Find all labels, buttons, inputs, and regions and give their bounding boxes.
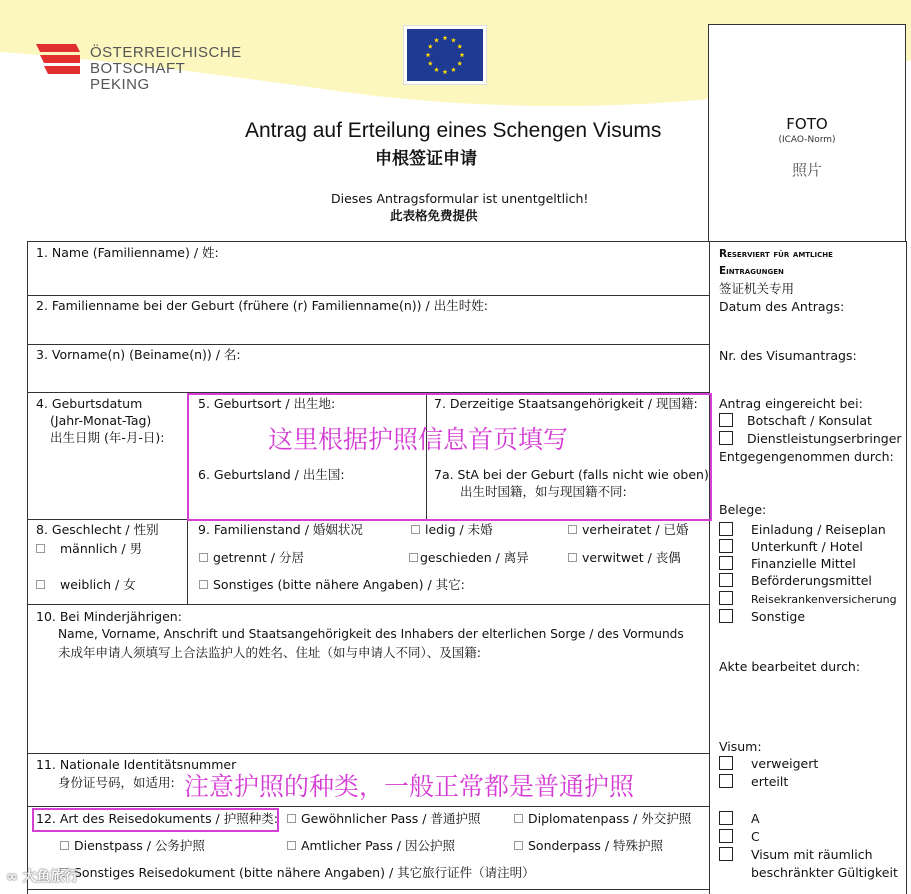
field-9-verheiratet[interactable]: [568, 522, 689, 537]
watermark: [6, 866, 79, 886]
checkbox-male[interactable]: [36, 544, 45, 553]
field-8-label: 8. Geschlecht / 性别: [36, 522, 159, 537]
sidebar-title-l1: Reserviert für amtliche: [719, 248, 833, 260]
watermark-text: 大鱼旅行: [22, 869, 79, 885]
field-3-label: 3. Vorname(n) (Beiname(n)) / 名:: [36, 347, 241, 362]
row-sep-1: [27, 295, 709, 296]
checkbox-botschaft[interactable]: [719, 413, 733, 427]
checkbox-dienstleistung[interactable]: [719, 431, 733, 445]
belege-item-1[interactable]: [719, 539, 863, 554]
sidebar-c[interactable]: [719, 829, 760, 844]
belege-item-4[interactable]: [719, 591, 897, 607]
field-9-verheiratet-text: verheiratet / 已婚: [582, 522, 689, 537]
sidebar-a[interactable]: [719, 811, 760, 826]
field-4-label-l1: 4. Geburtsdatum: [36, 396, 143, 411]
field-8-male[interactable]: [36, 541, 142, 556]
sidebar-visum: Visum:: [719, 739, 762, 754]
checkbox-amtlicher-pass[interactable]: [287, 841, 296, 850]
free-notice-zh: 此表格免费提供: [390, 208, 478, 223]
sidebar-raeumlich-text-l2: beschränkter Gültigkeit: [751, 865, 898, 880]
belege-item-3[interactable]: [719, 573, 872, 588]
field-11-label-l2: 身份证号码，如适用:: [58, 775, 175, 790]
row-sep-8: [27, 889, 709, 890]
embassy-name-line3: PEKING: [90, 76, 150, 93]
field-9-ledig[interactable]: [411, 522, 493, 537]
field-3-input[interactable]: [28, 364, 708, 391]
field-10-label-l3: 未成年申请人须填写上合法监护人的姓名、住址（如与申请人不同）、及国籍:: [58, 645, 481, 660]
field-11-label-l1: 11. Nationale Identitätsnummer: [36, 757, 237, 772]
belege-item-2[interactable]: [719, 556, 856, 571]
sidebar-botschaft[interactable]: [719, 413, 872, 428]
field-6-label: 6. Geburtsland / 出生国:: [198, 467, 345, 482]
form-border-top: [27, 241, 709, 242]
form-title-zh: 申根签证申请: [375, 149, 477, 169]
eu-flag: [404, 26, 486, 84]
field-1-label: 1. Name (Familienname) / 姓:: [36, 245, 219, 260]
row-sep-2: [27, 344, 709, 345]
embassy-name: [90, 45, 242, 93]
field-9-verwitwet-text: verwitwet / 丧偶: [582, 550, 681, 565]
sidebar-entgegen: Entgegengenommen durch:: [719, 449, 894, 464]
checkbox-einladung[interactable]: [719, 522, 733, 536]
field-12-gewoehnlich-text: Gewöhnlicher Pass / 普通护照: [301, 811, 481, 826]
belege-item-4-text: Reisekrankenversicherung: [751, 593, 897, 606]
checkbox-getrennt[interactable]: [199, 553, 208, 562]
photo-label: FOTO: [786, 115, 828, 133]
field-7a-label-l2: 出生时国籍，如与现国籍不同:: [460, 484, 627, 499]
checkbox-ledig[interactable]: [411, 525, 420, 534]
embassy-name-line1: ÖSTERREICHISCHE: [90, 44, 242, 61]
annotation-box-passport-info: [187, 393, 712, 521]
watermark-logo-icon: ∞: [6, 869, 18, 885]
field-12-sonstiges-text: Sonstiges Reisedokument (bitte nähere Angaben) / 其它旅行证件（请注明）: [74, 865, 535, 880]
sidebar-raeumlich-text-l1: Visum mit räumlich: [751, 847, 873, 862]
sidebar-nr: Nr. des Visumantrags:: [719, 348, 857, 363]
sidebar-border-right: [906, 241, 907, 894]
field-9-getrennt-text: getrennt / 分居: [213, 550, 304, 565]
checkbox-unterkunft[interactable]: [719, 539, 733, 553]
row-sep-6: [27, 753, 709, 754]
sidebar-dienstleistung[interactable]: [719, 431, 902, 446]
field-12-diplomat[interactable]: [514, 811, 691, 826]
checkbox-geschieden[interactable]: [409, 553, 418, 562]
field-9-getrennt[interactable]: [199, 550, 304, 565]
field-10-input[interactable]: [28, 662, 708, 752]
belege-item-5[interactable]: [719, 609, 805, 624]
eu-flag-icon: [404, 26, 486, 84]
checkbox-verheiratet[interactable]: [568, 525, 577, 534]
field-12-gewoehnlich[interactable]: [287, 811, 480, 826]
checkbox-verweigert[interactable]: [719, 756, 733, 770]
checkbox-visum-a[interactable]: [719, 811, 733, 825]
row-sep-5: [27, 604, 709, 605]
checkbox-finanzielle-mittel[interactable]: [719, 556, 733, 570]
sidebar-title-zh: 签证机关专用: [719, 281, 795, 296]
photo-box[interactable]: [708, 24, 906, 242]
form-title-de: Antrag auf Erteilung eines Schengen Visums: [245, 119, 662, 142]
checkbox-erteilt[interactable]: [719, 774, 733, 788]
sidebar-erteilt[interactable]: [719, 774, 788, 789]
sidebar-dienstleistung-text: Dienstleistungserbringer: [747, 431, 902, 446]
field-8-female-text: weiblich / 女: [60, 577, 136, 592]
field-2-label: 2. Familienname bei der Geburt (frühere (r) Familienname(n)) / 出生时姓:: [36, 298, 488, 313]
embassy-name-line2: BOTSCHAFT: [90, 60, 186, 77]
embassy-logo: [36, 44, 80, 78]
field-12-label: 12. Art des Reisedokuments / 护照种类:: [36, 811, 278, 826]
field-4-label-l2: (Jahr-Monat-Tag): [50, 413, 152, 428]
field-12-dienst-text: Dienstpass / 公务护照: [74, 838, 205, 853]
field-7a-label-l1: 7a. StA bei der Geburt (falls nicht wie oben): [434, 467, 709, 482]
sidebar-akte: Akte bearbeitet durch:: [719, 659, 861, 674]
checkbox-raeumlich[interactable]: [719, 847, 733, 861]
checkbox-reisekrankenversicherung[interactable]: [719, 591, 733, 605]
field-7-label: 7. Derzeitige Staatsangehörigkeit / 现国籍:: [434, 396, 698, 411]
annotation-passport-type: 注意护照的种类，一般正常都是普通护照: [184, 772, 635, 801]
checkbox-sonstiges[interactable]: [199, 580, 208, 589]
belege-item-5-text: Sonstige: [751, 609, 806, 624]
checkbox-sonstige[interactable]: [719, 609, 733, 623]
sidebar-raeumlich[interactable]: [719, 847, 873, 862]
belege-item-2-text: Finanzielle Mittel: [751, 556, 856, 571]
sidebar-eingereicht: Antrag eingereicht bei:: [719, 396, 863, 411]
checkbox-sonderpass[interactable]: [514, 841, 523, 850]
row-sep-7: [27, 806, 709, 807]
field-8-female[interactable]: [36, 577, 136, 592]
sidebar-a-text: A: [751, 811, 760, 826]
checkbox-visum-c[interactable]: [719, 829, 733, 843]
sidebar-title: [719, 246, 833, 280]
checkbox-gewoehnlicher-pass[interactable]: [287, 814, 296, 823]
field-9-sonstiges[interactable]: [199, 577, 465, 592]
field-8-male-text: männlich / 男: [60, 541, 143, 556]
sidebar-erteilt-text: erteilt: [751, 774, 789, 789]
field-9-verwitwet[interactable]: [568, 550, 681, 565]
sidebar-verweigert[interactable]: [719, 756, 818, 771]
belege-item-0-text: Einladung / Reiseplan: [751, 522, 886, 537]
belege-item-3-text: Beförderungsmittel: [751, 573, 872, 588]
field-12-sonstiges[interactable]: [60, 865, 535, 880]
field-9-label: 9. Familienstand / 婚姻状况: [198, 522, 363, 537]
checkbox-diplomatenpass[interactable]: [514, 814, 523, 823]
field-5-label: 5. Geburtsort / 出生地:: [198, 396, 336, 411]
annotation-passport-info: 这里根据护照信息首页填写: [268, 425, 569, 454]
field-10-label-l1: 10. Bei Minderjährigen:: [36, 609, 182, 624]
field-12-sonder[interactable]: [514, 838, 663, 853]
sidebar-botschaft-text: Botschaft / Konsulat: [747, 413, 872, 428]
checkbox-female[interactable]: [36, 580, 45, 589]
field-10-label-l2: Name, Vorname, Anschrift und Staatsangehörigkeit des Inhabers der elterlichen Sorge / des Vormunds: [58, 627, 684, 641]
field-12-amtlich-text: Amtlicher Pass / 因公护照: [301, 838, 455, 853]
field-12-diplomat-text: Diplomatenpass / 外交护照: [528, 811, 692, 826]
belege-item-0[interactable]: [719, 522, 886, 537]
sidebar-belege: Belege:: [719, 502, 767, 517]
belege-item-1-text: Unterkunft / Hotel: [751, 539, 863, 554]
field-4-label-l3: 出生日期 (年-月-日):: [50, 430, 165, 445]
field-9-geschieden[interactable]: [409, 550, 529, 565]
field-9-ledig-text: ledig / 未婚: [425, 522, 493, 537]
field-9-geschieden-text: geschieden / 离异: [420, 550, 529, 565]
checkbox-verwitwet[interactable]: [568, 553, 577, 562]
sidebar-c-text: C: [751, 829, 760, 844]
field-2-input[interactable]: [28, 315, 708, 343]
free-notice-de: Dieses Antragsformular ist unentgeltlich!: [331, 191, 589, 206]
form-border-divider: [709, 241, 710, 894]
checkbox-befoerderungsmittel[interactable]: [719, 573, 733, 587]
field-12-dienst[interactable]: [60, 838, 205, 853]
field-12-amtlich[interactable]: [287, 838, 455, 853]
sidebar-verweigert-text: verweigert: [751, 756, 819, 771]
field-9-sonstiges-text: Sonstiges (bitte nähere Angaben) / 其它:: [213, 577, 465, 592]
sidebar-datum: Datum des Antrags:: [719, 299, 845, 314]
photo-norm: (ICAO-Norm): [778, 135, 836, 145]
checkbox-dienstpass[interactable]: [60, 841, 69, 850]
sidebar-title-l2: Eintragungen: [719, 265, 784, 277]
field-1-input[interactable]: [28, 262, 708, 294]
photo-label-zh: 照片: [791, 161, 822, 179]
field-12-sonder-text: Sonderpass / 特殊护照: [528, 838, 664, 853]
